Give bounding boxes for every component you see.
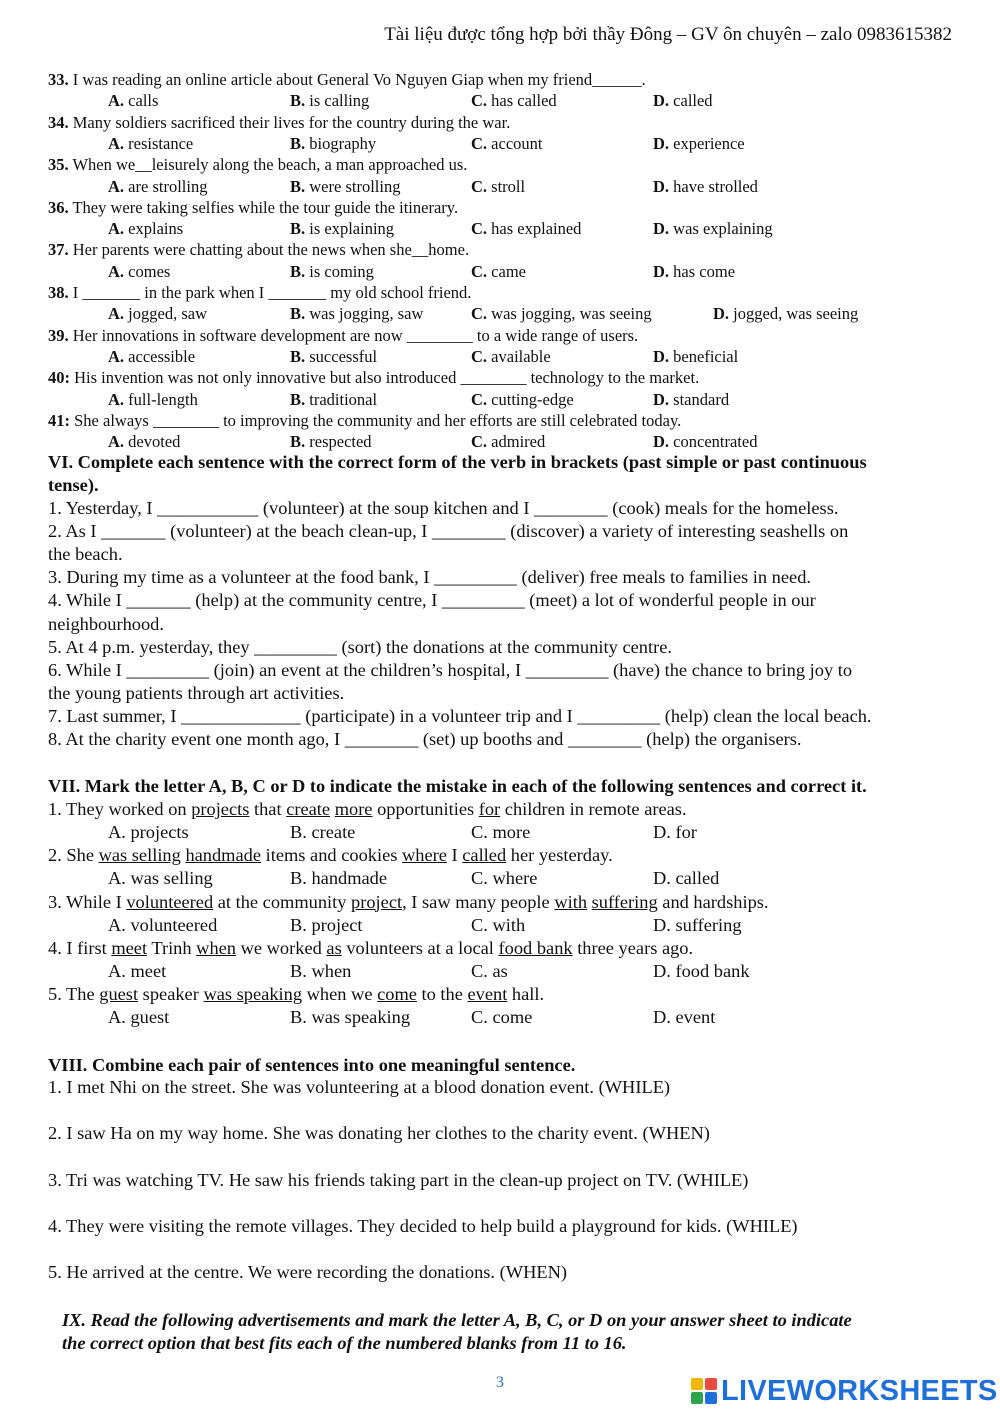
option-letter: C. (471, 133, 488, 153)
answer-option[interactable] (290, 389, 377, 410)
answer-option[interactable] (471, 389, 574, 410)
underlined-part: project (351, 891, 403, 912)
option-text: stroll (487, 176, 526, 196)
answer-option[interactable]: C. where (471, 868, 538, 889)
combine-sentence: 5. He arrived at the centre. We were recording the donations. (WHEN) (48, 1262, 568, 1283)
section-vi-title-2: tense). (48, 475, 99, 495)
question-number: 39. (48, 325, 69, 345)
option-text: traditional (305, 389, 378, 409)
option-letter: D. (653, 389, 670, 409)
exercise-line: 7. Last summer, I _____________ (participate) in a volunteer trip and I _________ (help) clean the local beach. (48, 705, 872, 726)
answer-option[interactable] (653, 133, 745, 154)
option-text: beneficial (669, 346, 739, 366)
option-letter: A. (108, 219, 125, 239)
option-letter: A. (108, 432, 125, 452)
question-stem: I was reading an online article about General Vo Nguyen Giap when my friend______. (68, 70, 646, 89)
question-number: 41: (48, 410, 70, 430)
sentence-part: 1. They worked on (48, 799, 192, 819)
answer-option[interactable] (471, 176, 525, 197)
underlined-part: where (401, 845, 447, 866)
underlined-part: guest (99, 984, 139, 1005)
option-text: admired (487, 432, 546, 452)
answer-option[interactable] (653, 346, 738, 367)
answer-option[interactable] (108, 261, 170, 282)
option-text: explains (124, 219, 184, 239)
section-viii-title: VIII. Combine each pair of sentences into one meaningful sentence. (48, 1055, 576, 1075)
question-text (48, 69, 646, 90)
option-letter: C. (471, 389, 488, 409)
sentence-part: when we (302, 984, 378, 1005)
liveworksheets-logo[interactable] (691, 1376, 998, 1406)
option-text: full-length (124, 389, 198, 409)
underlined-part: was speaking (203, 984, 303, 1005)
sentence-part: , I saw many people (402, 891, 555, 912)
option-letter: A. (108, 261, 125, 281)
answer-option[interactable] (653, 431, 757, 452)
option-letter: A. (108, 389, 125, 409)
answer-option[interactable] (471, 431, 545, 452)
mistake-sentence (48, 984, 544, 1005)
option-letter: A. (108, 133, 125, 153)
answer-option[interactable] (471, 218, 581, 239)
option-text: respected (305, 432, 372, 452)
option-letter: C. (471, 219, 488, 239)
question-stem: I _______ in the park when I _______ my old school friend. (68, 283, 472, 302)
answer-option[interactable] (471, 261, 526, 282)
answer-option[interactable]: A. was selling (108, 868, 213, 889)
option-letter: B. (290, 91, 306, 111)
option-letter: B. (290, 219, 306, 239)
option-text: cutting-edge (487, 389, 574, 409)
answer-option[interactable] (653, 176, 758, 197)
sentence-part: volunteers at a local (341, 937, 499, 958)
answer-option[interactable]: A. meet (108, 961, 167, 981)
question-number: 35. (48, 155, 69, 175)
option-text: has called (487, 91, 557, 111)
answer-option[interactable]: D. event (653, 1007, 716, 1028)
answer-option[interactable] (108, 389, 198, 410)
option-letter: B. (290, 176, 306, 196)
answer-option[interactable]: C. come (471, 1007, 533, 1028)
option-letter: C. (471, 346, 488, 366)
sentence-part: children in remote areas. (500, 799, 687, 819)
sentence-part: to the (416, 984, 468, 1005)
answer-option[interactable] (108, 218, 183, 239)
question-number: 36. (48, 197, 69, 217)
option-text: comes (124, 261, 171, 281)
option-letter: A. (108, 346, 125, 366)
option-letter: D. (653, 432, 670, 452)
option-text: are strolling (124, 176, 208, 196)
question-text (48, 282, 471, 303)
answer-option[interactable] (653, 218, 773, 239)
answer-option[interactable] (290, 133, 376, 154)
answer-option[interactable] (713, 303, 858, 324)
exercise-line: neighbourhood. (48, 613, 164, 634)
question-stem: When we__leisurely along the beach, a man approached us. (68, 155, 468, 175)
option-text: jogged, was seeing (729, 304, 859, 324)
option-text: resistance (124, 133, 194, 153)
question-text (48, 325, 638, 346)
answer-option[interactable] (471, 133, 542, 154)
section-vi-title-1: VI. Complete each sentence with the correct form of the verb in brackets (past simple or past continuous (48, 452, 867, 472)
exercise-line: 5. At 4 p.m. yesterday, they _________ (sort) the donations at the community centre. (48, 636, 672, 657)
question-text (48, 410, 681, 431)
question-text (48, 154, 467, 175)
option-letter: B. (290, 304, 306, 324)
sentence-part: hall. (507, 984, 545, 1005)
option-text: was jogging, saw (305, 304, 424, 324)
sentence-part: opportunities (372, 799, 479, 819)
answer-option[interactable] (471, 303, 652, 324)
section-ix-line-1: IX. Read the following advertisements and mark the letter A, B, C, or D on your answer sheet to indicate (62, 1310, 852, 1330)
question-stem: Her innovations in software development are now ________ to a wide range of users. (68, 325, 639, 345)
option-text: accessible (124, 346, 196, 366)
underlined-part: come (377, 984, 417, 1005)
option-text: have strolled (669, 176, 758, 196)
option-text: devoted (124, 432, 181, 452)
option-text: jogged, saw (124, 304, 207, 324)
sentence-part: at the community (213, 891, 352, 912)
mistake-sentence (48, 938, 693, 959)
option-text: successful (305, 346, 378, 366)
exercise-line: 4. While I _______ (help) at the community centre, I _________ (meet) a lot of wonderful people in our (48, 590, 816, 611)
combine-sentence: 4. They were visiting the remote villages. They decided to help build a playground for kids. (WHILE) (48, 1215, 798, 1236)
option-letter: B. (290, 432, 306, 452)
question-number: 37. (48, 240, 69, 260)
option-text: has come (669, 261, 736, 281)
option-letter: D. (653, 346, 670, 366)
answer-option[interactable] (290, 261, 374, 282)
underlined-part: when (196, 937, 237, 958)
exercise-line: 8. At the charity event one month ago, I ________ (set) up booths and ________ (help) the organisers. (48, 729, 802, 749)
answer-option[interactable] (290, 346, 377, 367)
option-text: was jogging, was seeing (487, 304, 652, 324)
underlined-part: more (334, 799, 373, 819)
sentence-part: 5. The (48, 984, 100, 1005)
question-stem: She always ________ to improving the community and her efforts are still celebrated today. (70, 410, 682, 430)
answer-option[interactable]: A. volunteered (108, 914, 218, 935)
option-text: experience (669, 133, 745, 153)
option-letter: C. (471, 432, 488, 452)
question-number: 33. (48, 70, 69, 89)
sentence-part: her yesterday. (506, 845, 613, 866)
option-letter: D. (653, 219, 670, 239)
underlined-part: handmade (185, 845, 262, 866)
option-text: is explaining (305, 219, 395, 239)
option-letter: C. (471, 176, 488, 196)
answer-option[interactable]: D. called (653, 868, 720, 889)
answer-option[interactable] (471, 90, 557, 111)
question-stem: Her parents were chatting about the news when she__home. (68, 240, 470, 260)
answer-option[interactable] (653, 261, 735, 282)
exercise-line: 1. Yesterday, I ___________ (volunteer) at the soup kitchen and I ________ (cook) meals for the homeless. (48, 498, 839, 518)
exercise-line: 2. As I _______ (volunteer) at the beach clean-up, I ________ (discover) a variety of interesting seashells on (48, 521, 849, 542)
answer-option[interactable] (108, 431, 180, 452)
option-letter: C. (471, 304, 488, 324)
question-number: 38. (48, 283, 69, 302)
question-number: 40: (48, 368, 70, 388)
page-number: 3 (496, 1374, 504, 1391)
option-text: available (487, 346, 551, 366)
underlined-part: meet (111, 937, 148, 958)
answer-option[interactable] (653, 90, 713, 111)
option-text: called (669, 91, 713, 111)
answer-option[interactable]: B. was speaking (290, 1007, 411, 1028)
sentence-part: that (249, 799, 287, 819)
combine-sentence: 2. I saw Ha on my way home. She was donating her clothes to the charity event. (WHEN) (48, 1123, 710, 1144)
question-stem: His invention was not only innovative but also introduced ________ technology to the market. (70, 368, 700, 388)
sentence-part: we worked (236, 937, 327, 958)
option-letter: C. (471, 91, 488, 111)
option-text: biography (305, 133, 377, 153)
answer-option[interactable]: D. for (653, 822, 697, 843)
question-stem: They were taking selfies while the tour guide the itinerary. (68, 197, 459, 217)
option-letter: B. (290, 389, 306, 409)
answer-option[interactable]: B. when (290, 961, 352, 981)
option-text: came (487, 261, 526, 281)
sentence-part: items and cookies (261, 845, 402, 866)
option-letter: B. (290, 133, 306, 153)
combine-sentence: 1. I met Nhi on the street. She was volunteering at a blood donation event. (WHILE) (48, 1077, 671, 1097)
sentence-part: I (446, 845, 463, 866)
question-number: 34. (48, 112, 69, 132)
exercise-line: the young patients through art activities. (48, 682, 345, 703)
answer-option[interactable] (290, 176, 400, 197)
answer-option[interactable]: C. more (471, 822, 531, 843)
answer-option[interactable]: B. handmade (290, 868, 388, 889)
option-letter: A. (108, 304, 125, 324)
answer-option[interactable]: A. guest (108, 1007, 170, 1028)
option-text: standard (669, 389, 730, 409)
option-text: has explained (487, 219, 582, 239)
option-text: account (487, 133, 543, 153)
answer-option[interactable]: D. food bank (653, 961, 750, 981)
option-letter: D. (653, 261, 670, 281)
section-vii-title: VII. Mark the letter A, B, C or D to indicate the mistake in each of the following sentences and correct it. (48, 776, 867, 796)
sentence-part: and hardships. (657, 891, 769, 912)
underlined-part: event (467, 984, 508, 1005)
logo-text: LIVEWORKSHEETS (721, 1374, 998, 1407)
option-letter: A. (108, 91, 125, 111)
answer-option[interactable]: D. suffering (653, 914, 742, 935)
question-text (48, 112, 510, 133)
answer-option[interactable] (290, 431, 372, 452)
option-text: calls (124, 91, 159, 111)
option-text: is coming (305, 261, 374, 281)
underlined-part: food bank (498, 937, 573, 958)
answer-option[interactable]: C. with (471, 914, 526, 935)
answer-option[interactable]: A. projects (108, 822, 189, 843)
answer-option[interactable] (290, 90, 369, 111)
sentence-part: 3. While I (48, 891, 127, 912)
underlined-part: for (478, 799, 501, 819)
underlined-part: suffering (591, 891, 658, 912)
underlined-part: volunteered (126, 891, 214, 912)
mistake-sentence (48, 799, 687, 820)
option-letter: D. (653, 133, 670, 153)
question-text (48, 197, 458, 218)
option-letter: B. (290, 261, 306, 281)
sentence-part: 2. She (48, 845, 99, 866)
sentence-part: Trinh (147, 937, 197, 958)
answer-option[interactable] (290, 303, 423, 324)
option-letter: D. (713, 304, 730, 324)
underlined-part: with (554, 891, 588, 912)
underlined-part: as (326, 937, 342, 958)
answer-option[interactable]: C. as (471, 961, 508, 981)
underlined-part: was selling (98, 845, 181, 866)
answer-option[interactable] (108, 90, 158, 111)
page-header: Tài liệu được tổng hợp bởi thầy Đông – GV ôn chuyên – zalo 0983615382 (384, 24, 952, 45)
question-stem: Many soldiers sacrificed their lives for the country during the war. (68, 112, 511, 132)
answer-option[interactable]: B. create (290, 822, 356, 843)
option-letter: B. (290, 346, 306, 366)
answer-option[interactable]: B. project (290, 914, 363, 935)
option-text: were strolling (305, 176, 401, 196)
mistake-sentence (48, 892, 769, 913)
underlined-part: create (286, 799, 331, 819)
option-text: is calling (305, 91, 370, 111)
answer-option[interactable] (108, 303, 207, 324)
combine-sentence: 3. Tri was watching TV. He saw his friends taking part in the clean-up project on TV. (WHILE) (48, 1169, 749, 1190)
section-ix-line-2: the correct option that best fits each of the numbered blanks from 11 to 16. (62, 1333, 627, 1353)
option-text: was explaining (669, 219, 773, 239)
question-text (48, 239, 469, 260)
mistake-sentence (48, 845, 613, 866)
option-letter: A. (108, 176, 125, 196)
option-letter: C. (471, 261, 488, 281)
exercise-line: 3. During my time as a volunteer at the food bank, I _________ (deliver) free meals to families in need. (48, 567, 811, 588)
option-text: concentrated (669, 432, 758, 452)
underlined-part: called (462, 845, 507, 866)
answer-option[interactable] (108, 133, 193, 154)
sentence-part: speaker (138, 984, 204, 1005)
sentence-part: 4. I first (48, 937, 112, 958)
answer-option[interactable] (108, 346, 195, 367)
option-letter: D. (653, 176, 670, 196)
sentence-part: three years ago. (572, 937, 694, 958)
answer-option[interactable] (108, 176, 207, 197)
question-text (48, 367, 699, 388)
answer-option[interactable] (290, 218, 394, 239)
exercise-line: the beach. (48, 544, 123, 565)
logo-icon (691, 1378, 717, 1404)
exercise-line: 6. While I _________ (join) an event at the children’s hospital, I _________ (have) the chance to bring joy to (48, 659, 853, 680)
answer-option[interactable] (653, 389, 729, 410)
answer-option[interactable] (471, 346, 551, 367)
option-letter: D. (653, 91, 670, 111)
underlined-part: projects (191, 799, 250, 819)
